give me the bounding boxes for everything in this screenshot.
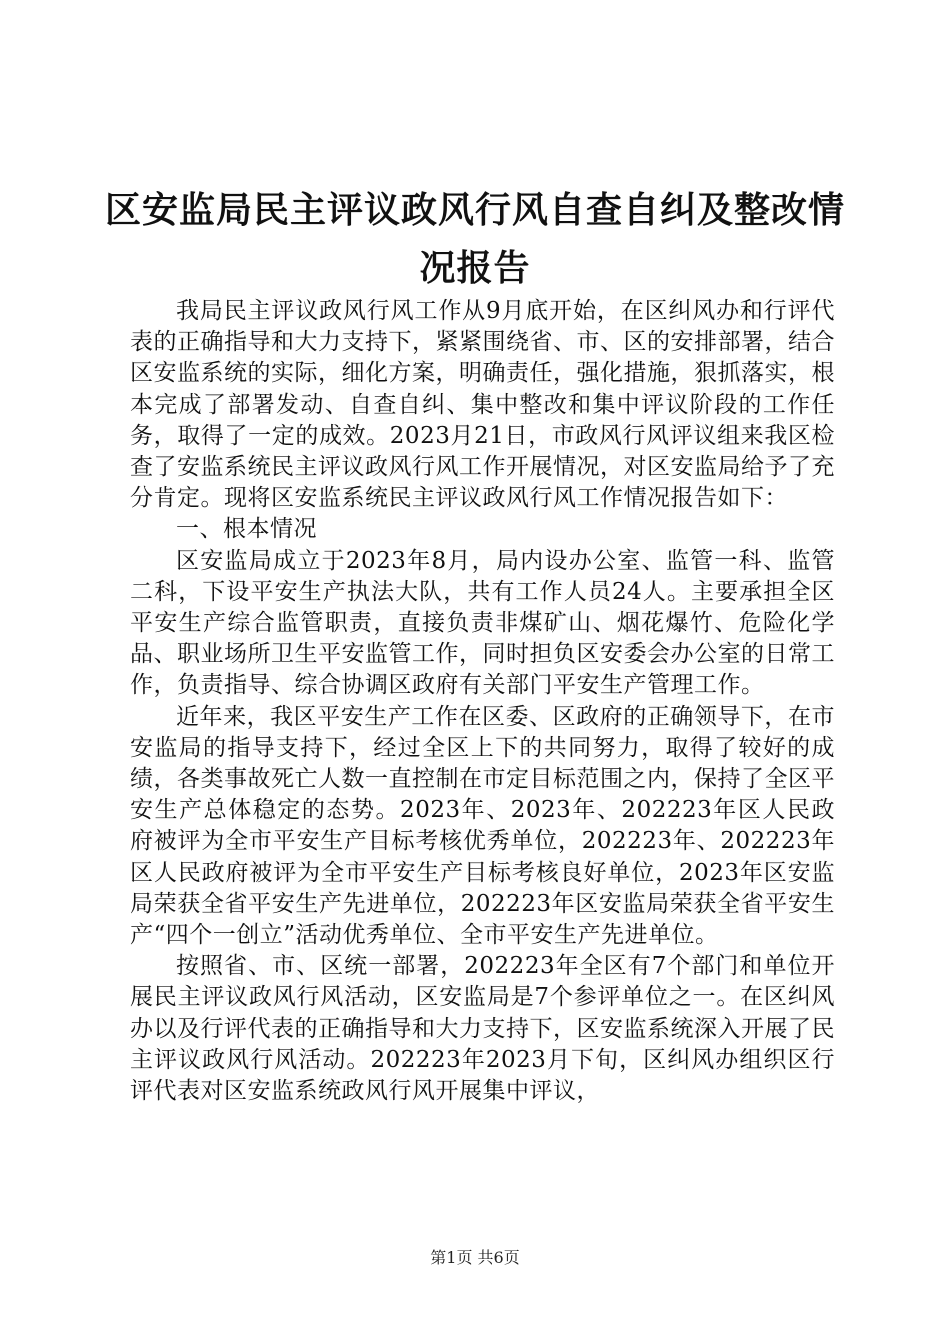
document-title-line-2: 况报告 — [419, 248, 531, 289]
paragraph-bureau-overview: 区安监局成立于2023年8月，局内设办公室、监管一科、监管二科，下设平安生产执法大队，共有工作人员24人。主要承担全区平安生产综合监管职责，直接负责非煤矿山、烟花爆竹、危险化学品、职业场所卫生平安监管工作，同时担负区安委会办公室的日常工作，负责指导、综合协调区政府有关部门平安生产管理工作。 — [130, 547, 835, 699]
section-heading-basic-situation: 一、根本情况 — [176, 516, 317, 543]
document-body — [130, 296, 835, 1107]
page-number-footer: 第1页 共6页 — [430, 1248, 520, 1267]
paragraph-intro: 我局民主评议政风行风工作从9月底开始，在区纠风办和行评代表的正确指导和大力支持下，紧紧围绕省、市、区的安排部署，结合区安监系统的实际，细化方案，明确责任，强化措施，狠抓落实，根本完成了部署发动、自查自纠、集中整改和集中评议阶段的工作任务，取得了一定的成效。2023月21日，市政风行风评议组来我区检查了安监系统民主评议政风行风工作开展情况，对区安监局给予了充分肯定。现将区安监系统民主评议政风行风工作情况报告如下： — [130, 298, 835, 512]
paragraph-recent-achievements: 近年来，我区平安生产工作在区委、区政府的正确领导下，在市安监局的指导支持下，经过全区上下的共同努力，取得了较好的成绩，各类事故死亡人数一直控制在市定目标范围之内，保持了全区平安生产总体稳定的态势。2023年、2023年、202223年区人民政府被评为全市平安生产目标考核优秀单位，202223年、202223年区人民政府被评为全市平安生产目标考核良好单位，2023年区安监局荣获全省平安生产先进单位，202223年区安监局荣获全省平安生产“四个一创立”活动优秀单位、全市平安生产先进单位。 — [130, 703, 835, 949]
paragraph-evaluation-deployment: 按照省、市、区统一部署，202223年全区有7个部门和单位开展民主评议政风行风活动，区安监局是7个参评单位之一。在区纠风办以及行评代表的正确指导和大力支持下，区安监系统深入开展了民主评议政风行风活动。202223年2023月下旬，区纠风办组织区行评代表对区安监系统政风行风开展集中评议， — [130, 953, 835, 1105]
document-title-line-1: 区安监局民主评议政风行风自查自纠及整改情 — [104, 190, 845, 231]
